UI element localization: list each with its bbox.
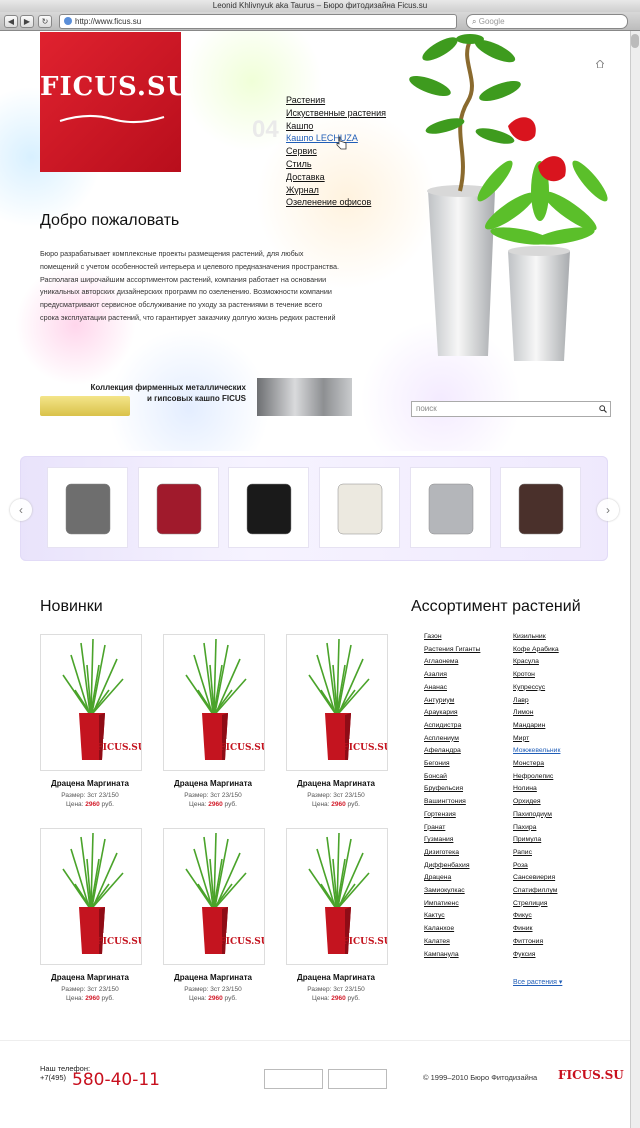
plant-link[interactable]: Можжевельник [513, 747, 561, 755]
plant-link[interactable]: Фиттония [513, 937, 544, 945]
price-label: Цена: [189, 995, 209, 1002]
plant-link[interactable]: Диффенбахия [424, 861, 470, 869]
intro-line: срока эксплуатации растений, что гарантирует заказчику долгую жизнь редких растений [40, 312, 336, 322]
product-price: 2960 [85, 995, 100, 1002]
assortment-title: Ассортимент растений [411, 598, 581, 615]
product-meta [286, 985, 386, 1003]
intro-line: Располагая широчайшим ассортиментом растений, компания работает на основании [40, 274, 327, 284]
plant-link[interactable]: Бегония [424, 760, 450, 768]
pot-image [424, 480, 478, 536]
product-price: 2960 [208, 995, 223, 1002]
plant-link[interactable]: Бонсай [424, 772, 447, 780]
pot-logo-text: FICUS.SU [219, 937, 264, 947]
plant-link[interactable]: Фуксия [513, 950, 536, 958]
banner-metal-pots-image [257, 378, 352, 416]
plant-link[interactable]: Азалия [424, 671, 447, 679]
product-card[interactable] [40, 634, 142, 771]
product-price-line [286, 800, 386, 809]
pot-image [242, 480, 296, 536]
plant-link[interactable]: Мандарин [513, 721, 546, 729]
product-price-line [286, 994, 386, 1003]
product-meta [163, 791, 263, 809]
product-name[interactable]: Драцена Маргината [51, 779, 129, 788]
plant-link[interactable]: Каланхое [424, 925, 455, 933]
plant-link[interactable]: Нолина [513, 785, 537, 793]
intro-line: помещений с учетом особенностей интерьера и целевого предназначения пространства. [40, 261, 339, 271]
plant-link[interactable]: Спатифиллум [513, 887, 558, 895]
plant-link[interactable]: Замиокулкас [424, 887, 465, 895]
footer-counter-box[interactable] [264, 1069, 323, 1089]
chevron-left-icon: ‹ [19, 503, 23, 517]
phone-label: Наш телефон: [40, 1064, 91, 1073]
carousel-item[interactable] [47, 467, 128, 548]
plant-link[interactable]: Пахиподиум [513, 810, 552, 818]
browser-toolbar [0, 12, 640, 31]
carousel-item[interactable] [138, 467, 219, 548]
hand-cursor-icon [336, 136, 348, 150]
footer-divider [0, 1040, 630, 1041]
window-title: Leonid Khlivnyuk aka Taurus – Бюро фитодизайна Ficus.su [0, 0, 640, 13]
product-price-line [40, 994, 140, 1003]
plant-link[interactable]: Растения Гиганты [424, 645, 481, 653]
product-size: Размер: 3ст 23/150 [184, 792, 242, 799]
intro-line: предусматривают сервисное обслуживание по уходу за растениями в течение всего [40, 300, 323, 310]
pot-image [61, 480, 115, 536]
menu-item-plants[interactable]: Растения [286, 95, 326, 105]
menu-item-artificial-plants[interactable]: Искуственные растения [286, 107, 387, 118]
price-label: Цена: [189, 801, 209, 808]
plant-link[interactable]: Араукария [424, 709, 458, 717]
plant-link[interactable]: Драцена [424, 874, 452, 882]
plant-list-column-1 [424, 631, 480, 961]
plant-link[interactable]: Пахира [513, 823, 537, 831]
plant-link[interactable]: Кофе Арабика [513, 645, 559, 653]
plant-link[interactable]: Кампанула [424, 950, 459, 958]
product-image [41, 635, 141, 770]
plant-link[interactable]: Фикус [513, 912, 532, 920]
product-price: 2960 [331, 995, 346, 1002]
product-image [41, 829, 141, 964]
intro-text [40, 248, 385, 325]
price-label: Цена: [312, 995, 332, 1002]
product-price: 2960 [85, 801, 100, 808]
site-logo[interactable] [40, 32, 191, 172]
plant-link[interactable]: Кизильник [513, 633, 546, 640]
plant-link[interactable]: Лимон [513, 709, 534, 717]
product-card[interactable] [163, 828, 265, 965]
banner-line: и гипсовых кашпо FICUS [146, 394, 246, 403]
copyright: © 1999–2010 Бюро Фитодизайна [423, 1073, 538, 1082]
plant-link[interactable]: Монстера [513, 760, 545, 768]
chevron-right-icon: › [606, 503, 610, 517]
plant-link[interactable]: Дизиготека [424, 848, 459, 856]
product-size: Размер: 3ст 23/150 [61, 986, 119, 993]
product-price-line [163, 800, 263, 809]
new-items-title: Новинки [40, 598, 103, 615]
site-search-placeholder: поиск [416, 404, 437, 413]
pot-logo-text: FICUS.SU [96, 743, 141, 753]
plant-link[interactable]: Гортензия [424, 810, 456, 818]
phone-number: 580-40-11 [72, 1070, 160, 1090]
plant-link[interactable]: Бруфельсия [424, 785, 464, 793]
browser-search-placeholder: Google [478, 17, 505, 26]
product-name[interactable]: Драцена Маргината [174, 973, 252, 982]
search-icon: ⌕ [472, 17, 477, 26]
pot-image [152, 480, 206, 536]
forward-button[interactable] [20, 15, 34, 28]
pot-logo-text: FICUS.SU [342, 743, 387, 753]
plant-link[interactable]: Кактус [424, 912, 445, 920]
plant-link[interactable]: Гранат [424, 823, 446, 831]
price-currency: руб. [345, 995, 360, 1002]
product-name[interactable]: Драцена Маргината [297, 779, 375, 788]
menu-item-pots[interactable]: Кашпо [286, 120, 314, 131]
product-price: 2960 [331, 801, 346, 808]
pot-carousel [20, 456, 608, 561]
product-price-line [163, 994, 263, 1003]
plant-link[interactable]: Стрелиция [513, 899, 548, 907]
product-size: Размер: 3ст 23/150 [184, 986, 242, 993]
logo-text: FICUS.SU [40, 72, 191, 102]
plant-link[interactable]: Лавр [513, 696, 529, 704]
plant-link[interactable]: Антуриум [424, 696, 455, 704]
carousel-item[interactable] [319, 467, 400, 548]
price-currency: руб. [99, 801, 114, 808]
menu-item-journal[interactable]: Журнал [286, 184, 319, 195]
browser-search-field[interactable] [466, 14, 628, 29]
plant-link[interactable]: Сансевиерия [513, 874, 556, 882]
plant-link[interactable]: Газон [424, 633, 442, 640]
site-search-input[interactable] [411, 401, 611, 417]
price-currency: руб. [99, 995, 114, 1002]
plant-link[interactable]: Асплениум [424, 734, 459, 742]
plant-link[interactable]: Нефролепис [513, 772, 554, 780]
reload-icon: ↻ [41, 17, 49, 26]
price-label: Цена: [66, 995, 86, 1002]
reload-button[interactable] [38, 15, 52, 28]
product-meta [40, 791, 140, 809]
plant-link[interactable]: Аспидистра [424, 721, 462, 729]
product-size: Размер: 3ст 23/150 [307, 986, 365, 993]
carousel-item[interactable] [410, 467, 491, 548]
plant-link[interactable]: Калатея [424, 937, 450, 945]
all-plants-link[interactable]: Все растения ▾ [513, 979, 563, 986]
product-image [287, 635, 387, 770]
product-image [164, 829, 264, 964]
pot-logo-text: FICUS.SU [96, 937, 141, 947]
plant-link[interactable]: Финик [513, 925, 533, 933]
price-label: Цена: [66, 801, 86, 808]
pot-logo-text: FICUS.SU [342, 937, 387, 947]
price-currency: руб. [222, 801, 237, 808]
product-size: Размер: 3ст 23/150 [307, 792, 365, 799]
plant-link[interactable]: Афеландра [424, 747, 461, 755]
carousel-next-button[interactable] [597, 499, 619, 521]
product-card[interactable] [286, 634, 388, 771]
scrollbar[interactable] [630, 31, 640, 1128]
main-menu [286, 94, 386, 209]
slide-number: 04 [252, 116, 279, 143]
promo-banner[interactable] [40, 378, 352, 416]
product-card[interactable] [286, 828, 388, 965]
carousel-item[interactable] [228, 467, 309, 548]
price-label: Цена: [312, 801, 332, 808]
globe-icon [64, 17, 72, 25]
plant-link[interactable]: Кротон [513, 671, 535, 679]
menu-item-delivery[interactable]: Доставка [286, 171, 325, 182]
price-currency: руб. [345, 801, 360, 808]
plant-link[interactable]: Рапис [513, 848, 532, 856]
intro-line: уникальных авторских дизайнерских программ по озеленению. Возможности компании [40, 287, 332, 297]
menu-item-lechuza[interactable]: Кашпо LECHUZA [286, 133, 358, 144]
phone-code: +7(495) [40, 1073, 67, 1082]
plant-link[interactable]: Гузмания [424, 836, 454, 844]
product-image [287, 829, 387, 964]
price-currency: руб. [222, 995, 237, 1002]
pot-logo-text: FICUS.SU [219, 743, 264, 753]
product-meta [286, 791, 386, 809]
plant-link[interactable]: Примула [513, 836, 542, 844]
product-name[interactable]: Драцена Маргината [297, 973, 375, 982]
pot-image [514, 480, 568, 536]
carousel-item[interactable] [500, 467, 581, 548]
menu-item-service[interactable]: Сервис [286, 146, 317, 157]
back-arrow-icon: ◀ [7, 17, 15, 26]
plant-link[interactable]: Аглаонема [424, 658, 459, 666]
banner-text [58, 382, 246, 404]
back-button[interactable] [4, 15, 18, 28]
plant-link[interactable]: Красула [513, 658, 539, 666]
plant-link[interactable]: Роза [513, 861, 528, 869]
address-bar[interactable] [59, 14, 457, 29]
logo-swoosh-icon [58, 114, 166, 124]
plant-link[interactable]: Мирт [513, 734, 530, 742]
pot-image [333, 480, 387, 536]
product-image [164, 635, 264, 770]
plant-list-column-2 [513, 631, 560, 961]
product-size: Размер: 3ст 23/150 [61, 792, 119, 799]
scrollbar-thumb[interactable] [631, 34, 639, 48]
plant-link[interactable]: Купрессус [513, 683, 546, 691]
product-name[interactable]: Драцена Маргината [51, 973, 129, 982]
footer-logo[interactable]: FICUS.SU [558, 1068, 624, 1082]
hero-plant-illustration [400, 31, 630, 361]
banner-line: Коллекция фирменных металлических [90, 383, 246, 392]
carousel-prev-button[interactable] [10, 499, 32, 521]
plant-link[interactable]: Импатиенс [424, 899, 459, 907]
menu-item-style[interactable]: Стиль [286, 158, 312, 169]
forward-arrow-icon: ▶ [23, 17, 31, 26]
plant-link[interactable]: Вашингтония [424, 798, 466, 806]
intro-line: Бюро разрабатывает комплексные проекты размещения растений, для любых [40, 249, 304, 258]
product-card[interactable] [163, 634, 265, 771]
footer-counter-box[interactable] [328, 1069, 387, 1089]
product-name[interactable]: Драцена Маргината [174, 779, 252, 788]
product-meta [163, 985, 263, 1003]
product-card[interactable] [40, 828, 142, 965]
plant-link[interactable]: Орхидея [513, 798, 541, 806]
url-text: http://www.ficus.su [75, 17, 142, 26]
product-meta [40, 985, 140, 1003]
search-icon[interactable] [599, 405, 607, 413]
menu-item-office-greening[interactable]: Озеленение офисов [286, 197, 372, 208]
product-price-line [40, 800, 140, 809]
plant-link[interactable]: Ананас [424, 683, 447, 691]
product-price: 2960 [208, 801, 223, 808]
welcome-title: Добро пожаловать [40, 212, 180, 229]
